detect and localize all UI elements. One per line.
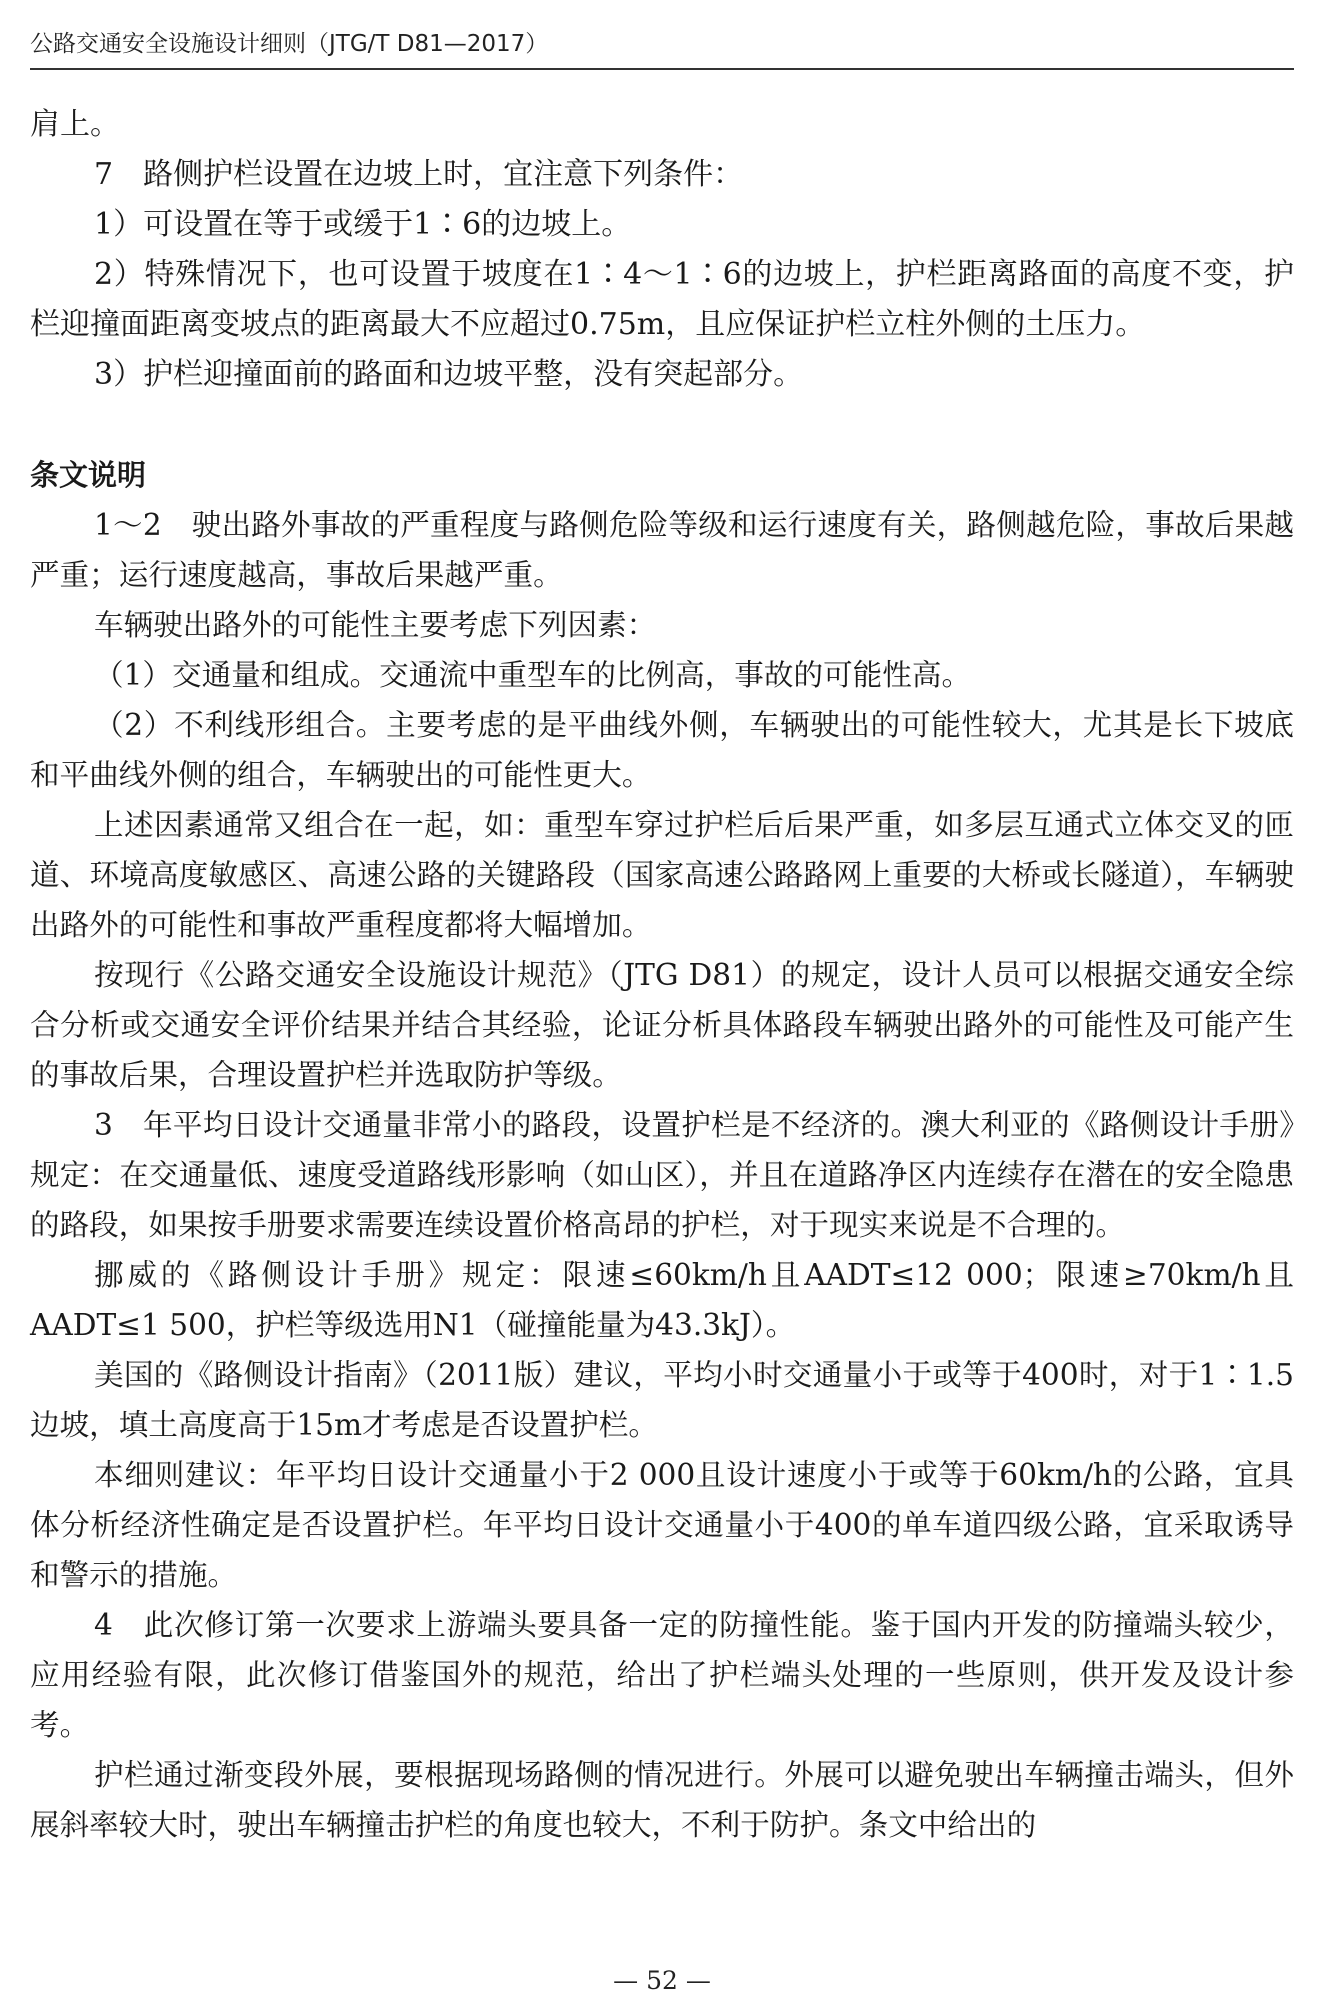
- clause-7-item-3: 3）护栏迎撞面前的路面和边坡平整，没有突起部分。: [94, 357, 804, 392]
- explanation-paragraph: （1）交通量和组成。交通流中重型车的比例高，事故的可能性高。: [94, 658, 972, 692]
- explanation-paragraph: 按现行《公路交通安全设施设计规范》（JTG D81）的规定，设计人员可以根据交通安全综合分析或交通安全评价结果并结合其经验，论证分析具体路段车辆驶出路外的可能性及可能产生的事故后果，合理设置护栏并选取防护等级。: [30, 958, 1294, 1092]
- page-body: [30, 100, 1294, 1850]
- explanation-paragraph: 本细则建议：年平均日设计交通量小于2 000且设计速度小于或等于60km/h的公路，宜具体分析经济性确定是否设置护栏。年平均日设计交通量小于400的单车道四级公路，宜采取诱导和警示的措施。: [30, 1458, 1294, 1592]
- clause-7: 7 路侧护栏设置在边坡上时，宜注意下列条件：: [94, 157, 744, 192]
- explanation-paragraph: 3 年平均日设计交通量非常小的路段，设置护栏是不经济的。澳大利亚的《路侧设计手册》规定：在交通量低、速度受道路线形影响（如山区），并且在道路净区内连续存在潜在的安全隐患的路段，如果按手册要求需要连续设置价格高昂的护栏，对于现实来说是不合理的。: [30, 1108, 1294, 1242]
- page-number: — 52 —: [613, 1966, 711, 1995]
- explanation-paragraph: 1～2 驶出路外事故的严重程度与路侧危险等级和运行速度有关，路侧越危险，事故后果越严重；运行速度越高，事故后果越严重。: [30, 508, 1294, 592]
- explanation-paragraph: 车辆驶出路外的可能性主要考虑下列因素：: [94, 608, 657, 642]
- explanation-paragraph: 美国的《路侧设计指南》（2011版）建议，平均小时交通量小于或等于400时，对于1∶1.5边坡，填土高度高于15m才考虑是否设置护栏。: [30, 1358, 1294, 1442]
- clause-7-item-2: 2）特殊情况下，也可设置于坡度在1∶4～1∶6的边坡上，护栏距离路面的高度不变，护栏迎撞面距离变坡点的距离最大不应超过0.75m，且应保证护栏立柱外侧的土压力。: [30, 257, 1294, 342]
- explanation-paragraph: 上述因素通常又组合在一起，如：重型车穿过护栏后后果严重，如多层互通式立体交叉的匝道、环境高度敏感区、高速公路的关键路段（国家高速公路路网上重要的大桥或长隧道），车辆驶出路外的可能性和事故严重程度都将大幅增加。: [30, 808, 1294, 942]
- section-heading-explanation: 条文说明: [30, 458, 147, 492]
- explanation-paragraph: （2）不利线形组合。主要考虑的是平曲线外侧，车辆驶出的可能性较大，尤其是长下坡底和平曲线外侧的组合，车辆驶出的可能性更大。: [30, 708, 1294, 792]
- body-paragraph-continuation: 肩上。: [30, 107, 120, 142]
- explanation-paragraph: 护栏通过渐变段外展，要根据现场路侧的情况进行。外展可以避免驶出车辆撞击端头，但外展斜率较大时，驶出车辆撞击护栏的角度也较大，不利于防护。条文中给出的: [30, 1758, 1294, 1842]
- clause-7-item-1: 1）可设置在等于或缓于1∶6的边坡上。: [94, 207, 632, 242]
- header-rule: [30, 68, 1294, 70]
- explanation-paragraph: 4 此次修订第一次要求上游端头要具备一定的防撞性能。鉴于国内开发的防撞端头较少，应用经验有限，此次修订借鉴国外的规范，给出了护栏端头处理的一些原则，供开发及设计参考。: [30, 1608, 1294, 1742]
- running-header: 公路交通安全设施设计细则（JTG/T D81—2017）: [30, 31, 549, 57]
- explanation-paragraph: 挪威的《路侧设计手册》规定：限速≤60km/h且AADT≤12 000；限速≥70km/h且AADT≤1 500，护栏等级选用N1（碰撞能量为43.3kJ）。: [30, 1258, 1294, 1342]
